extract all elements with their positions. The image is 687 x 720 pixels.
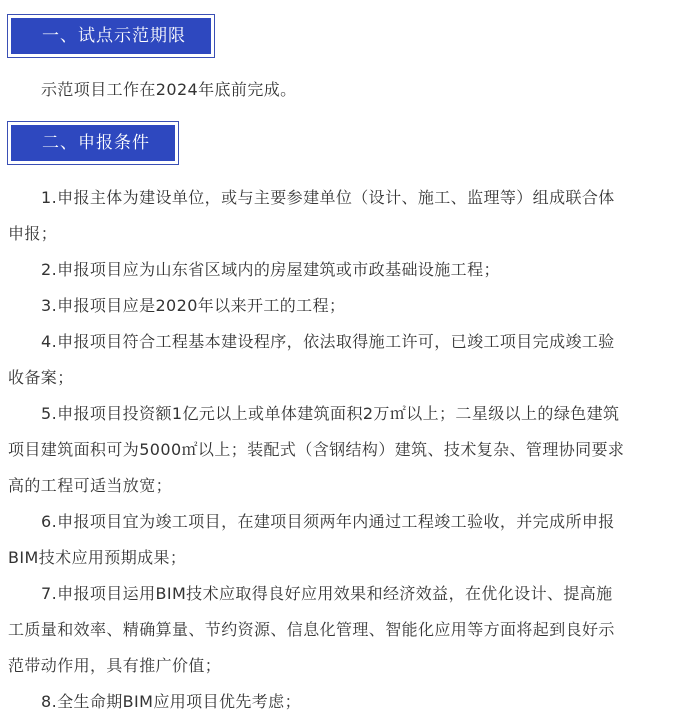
requirement-line-continued: 申报； (8, 224, 58, 243)
requirement-line-first: 3.申报项目应是2020年以来开工的工程； (41, 296, 346, 315)
requirement-line-first: 4.申报项目符合工程基本建设程序，依法取得施工许可，已竣工项目完成竣工验 (41, 332, 615, 351)
requirement-line-first: 6.申报项目宜为竣工项目，在建项目须两年内通过工程竣工验收，并完成所申报 (41, 512, 615, 531)
requirement-item (8, 684, 684, 720)
requirement-item (8, 252, 684, 288)
requirement-line-continued: 工质量和效率、精确算量、节约资源、信息化管理、智能化应用等方面将起到良好示 (8, 620, 615, 639)
requirement-item (8, 180, 684, 252)
section-title-requirements: 二、申报条件 (11, 125, 175, 161)
requirement-line-first: 1.申报主体为建设单位，或与主要参建单位（设计、施工、监理等）组成联合体 (41, 188, 615, 207)
requirement-line-continued: BIM技术应用预期成果； (8, 548, 187, 567)
requirement-item (8, 504, 684, 576)
period-paragraph (8, 72, 684, 108)
section-header-requirements (7, 121, 179, 165)
requirement-line-first: 8.全生命期BIM应用项目优先考虑； (41, 692, 301, 711)
requirement-line-continued: 高的工程可适当放宽； (8, 476, 173, 495)
section-title-period: 一、试点示范期限 (11, 18, 211, 54)
requirement-item (8, 324, 684, 396)
requirement-line-continued: 范带动作用，具有推广价值； (8, 656, 222, 675)
requirement-item (8, 576, 684, 684)
requirement-line-first: 2.申报项目应为山东省区域内的房屋建筑或市政基础设施工程； (41, 260, 500, 279)
requirement-item (8, 288, 684, 324)
requirements-list (8, 180, 684, 720)
requirement-item (8, 396, 684, 504)
requirement-line-continued: 收备案； (8, 368, 74, 387)
period-text: 示范项目工作在2024年底前完成。 (41, 80, 297, 99)
requirement-line-continued: 项目建筑面积可为5000㎡以上；装配式（含钢结构）建筑、技术复杂、管理协同要求 (8, 440, 625, 459)
requirement-line-first: 5.申报项目投资额1亿元以上或单体建筑面积2万㎡以上；二星级以上的绿色建筑 (41, 404, 620, 423)
requirement-line-first: 7.申报项目运用BIM技术应取得良好应用效果和经济效益，在优化设计、提高施 (41, 584, 613, 603)
section-header-period (7, 14, 215, 58)
